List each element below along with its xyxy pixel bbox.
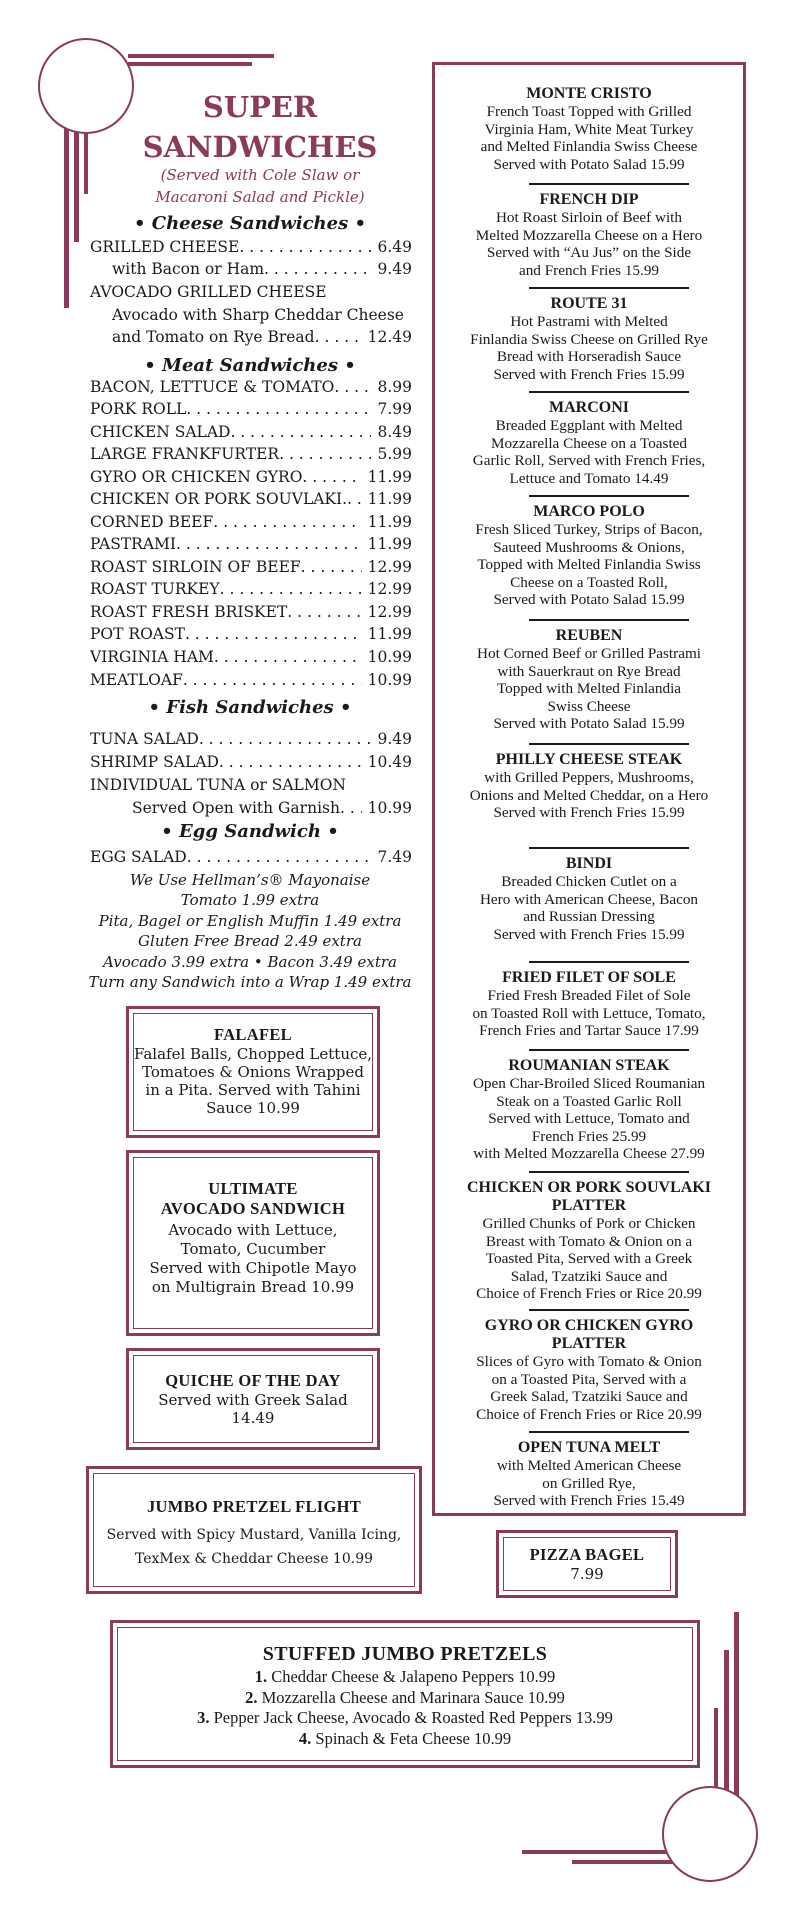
special-item bbox=[435, 1439, 743, 1510]
special-item bbox=[435, 191, 743, 279]
stuffed-item bbox=[113, 1667, 697, 1688]
item-name: Served Open with Garnish bbox=[132, 799, 340, 817]
special-title: FRIED FILET OF SOLE bbox=[502, 969, 676, 986]
special-item bbox=[435, 1179, 743, 1303]
note-line: Avocado 3.99 extra • Bacon 3.49 extra bbox=[103, 953, 397, 971]
falafel-desc: Sauce 10.99 bbox=[206, 1099, 300, 1117]
special-title: GYRO OR CHICKEN GYRO bbox=[484, 1317, 694, 1334]
special-desc: Served with Potato Salad 15.99 bbox=[493, 155, 685, 173]
pretzel-flight-title: JUMBO PRETZEL FLIGHT bbox=[146, 1497, 362, 1516]
special-desc: Served with Potato Salad 15.99 bbox=[493, 591, 685, 608]
special-title: CHICKEN OR PORK SOUVLAKI bbox=[466, 1179, 712, 1196]
pizza-bagel-price: 7.99 bbox=[570, 1565, 604, 1583]
special-title: MARCO POLO bbox=[533, 503, 645, 520]
quiche-box bbox=[126, 1348, 380, 1450]
menu-row bbox=[90, 511, 412, 533]
item-price: 11.99 bbox=[367, 535, 412, 553]
special-title: ROUMANIAN STEAK bbox=[508, 1057, 670, 1074]
special-desc: Grilled Chunks of Pork or Chicken bbox=[482, 1215, 696, 1232]
divider bbox=[529, 183, 689, 185]
special-desc: Served with “Au Jus” on the Side bbox=[486, 244, 692, 261]
special-desc: Swiss Cheese bbox=[547, 697, 631, 715]
menu-row bbox=[112, 326, 412, 348]
menu-row bbox=[112, 258, 412, 280]
item-name: INDIVIDUAL TUNA or SALMON bbox=[90, 776, 346, 794]
pretzel-flight-box bbox=[86, 1466, 422, 1594]
page-title: SUPER bbox=[202, 90, 318, 124]
special-desc: Melted Mozzarella Cheese on a Hero bbox=[475, 226, 703, 244]
menu-row bbox=[90, 623, 412, 645]
menu-row bbox=[90, 578, 412, 600]
stuffed-num: 1. bbox=[254, 1667, 268, 1686]
special-item bbox=[435, 969, 743, 1040]
item-name: TUNA SALAD bbox=[90, 730, 199, 748]
item-name: MEATLOAF bbox=[90, 671, 183, 689]
menu-row bbox=[90, 488, 412, 510]
special-item bbox=[435, 295, 743, 383]
item-price: 12.49 bbox=[367, 328, 412, 346]
special-desc: Onions and Melted Cheddar, on a Hero bbox=[469, 786, 709, 804]
special-desc: on Toasted Roll with Lettuce, Tomato, bbox=[472, 1004, 706, 1022]
page-subtitle: (Served with Cole Slaw or bbox=[160, 166, 360, 184]
quiche-title: QUICHE OF THE DAY bbox=[165, 1371, 341, 1390]
item-price: 11.99 bbox=[367, 490, 412, 508]
special-desc: Finlandia Swiss Cheese on Grilled Rye bbox=[470, 330, 708, 348]
special-desc: with Melted Mozzarella Cheese 27.99 bbox=[473, 1145, 705, 1162]
divider bbox=[529, 1309, 689, 1311]
item-price: 9.49 bbox=[377, 730, 412, 748]
item-name: CHICKEN SALAD bbox=[90, 423, 231, 441]
special-desc: Steak on a Toasted Garlic Roll bbox=[496, 1092, 682, 1110]
item-price: 12.99 bbox=[367, 580, 412, 598]
special-desc: French Fries and Tartar Sauce 17.99 bbox=[479, 1022, 699, 1039]
menu-row bbox=[90, 236, 412, 258]
special-title: MONTE CRISTO bbox=[526, 85, 652, 102]
stuffed-num: 4. bbox=[298, 1728, 312, 1748]
special-desc: Open Char-Broiled Sliced Roumanian bbox=[472, 1075, 706, 1092]
note-line: Pita, Bagel or English Muffin 1.49 extra bbox=[98, 912, 402, 930]
special-desc: Served with French Fries 15.99 bbox=[493, 804, 685, 821]
divider bbox=[529, 1171, 689, 1173]
item-price: 7.99 bbox=[377, 400, 412, 418]
special-desc: Served with Potato Salad 15.99 bbox=[493, 715, 685, 732]
menu-row bbox=[90, 398, 412, 420]
special-item bbox=[435, 399, 743, 487]
special-item bbox=[435, 751, 743, 822]
falafel-box bbox=[126, 1006, 380, 1138]
pretzel-flight-desc: TexMex & Cheddar Cheese 10.99 bbox=[134, 1551, 374, 1567]
falafel-title: FALAFEL bbox=[214, 1025, 292, 1044]
menu-row bbox=[90, 533, 412, 555]
special-title: OPEN TUNA MELT bbox=[517, 1439, 661, 1456]
ultimate-title: AVOCADO SANDWICH bbox=[160, 1199, 346, 1218]
item-name: ROAST TURKEY bbox=[90, 580, 220, 598]
menu-row bbox=[90, 669, 412, 691]
ultimate-desc: Served with Chipotle Mayo bbox=[149, 1259, 357, 1277]
special-desc: Salad, Tzatziki Sauce and bbox=[510, 1267, 668, 1285]
special-item bbox=[435, 1317, 743, 1423]
item-price: 10.99 bbox=[367, 671, 412, 689]
pretzel-flight-desc: Served with Spicy Mustard, Vanilla Icing, bbox=[106, 1527, 402, 1543]
special-item bbox=[435, 85, 743, 173]
quiche-desc: Served with Greek Salad bbox=[158, 1391, 348, 1409]
item-price: 12.99 bbox=[367, 603, 412, 621]
special-title: FRENCH DIP bbox=[539, 191, 639, 208]
special-desc: French Fries 25.99 bbox=[531, 1127, 647, 1145]
item-name: GYRO OR CHICKEN GYRO bbox=[90, 468, 303, 486]
item-price: 5.99 bbox=[377, 445, 412, 463]
menu-row bbox=[132, 797, 412, 819]
special-desc: Breaded Chicken Cutlet on a bbox=[501, 873, 677, 890]
item-price: 10.99 bbox=[367, 648, 412, 666]
stuffed-item bbox=[113, 1688, 697, 1709]
item-name: VIRGINIA HAM bbox=[90, 648, 214, 666]
ultimate-desc: on Multigrain Bread 10.99 bbox=[151, 1278, 355, 1296]
menu-row bbox=[90, 751, 412, 773]
note-line: We Use Hellman’s® Mayonaise bbox=[129, 871, 371, 889]
special-title: PLATTER bbox=[551, 1335, 627, 1352]
special-desc: Cheese on a Toasted Roll, bbox=[510, 573, 668, 591]
decor-line bbox=[128, 54, 274, 58]
special-desc: Choice of French Fries or Rice 20.99 bbox=[476, 1285, 702, 1302]
section-title-meat: • Meat Sandwiches • bbox=[144, 355, 356, 376]
special-desc: and French Fries 15.99 bbox=[518, 261, 660, 279]
stuffed-text: Spinach & Feta Cheese 10.99 bbox=[315, 1728, 512, 1748]
falafel-desc: Falafel Balls, Chopped Lettuce, bbox=[133, 1045, 373, 1063]
special-desc: Topped with Melted Finlandia bbox=[496, 680, 682, 697]
specials-panel bbox=[432, 62, 746, 1516]
special-desc: Hot Corned Beef or Grilled Pastrami bbox=[477, 645, 701, 662]
item-price: 11.99 bbox=[367, 468, 412, 486]
special-item bbox=[435, 627, 743, 733]
divider bbox=[529, 391, 689, 393]
special-desc: with Melted American Cheese bbox=[496, 1457, 682, 1474]
special-desc: Sauteed Mushrooms & Onions, bbox=[493, 538, 685, 556]
item-name: ROAST FRESH BRISKET bbox=[90, 603, 288, 621]
stuffed-text: Mozzarella Cheese and Marinara Sauce 10.99 bbox=[261, 1687, 565, 1707]
special-desc: and Melted Finlandia Swiss Cheese bbox=[480, 138, 698, 155]
menu-row bbox=[90, 443, 412, 465]
divider bbox=[529, 287, 689, 289]
pizza-bagel-title: PIZZA BAGEL bbox=[529, 1545, 645, 1564]
special-desc: French Toast Topped with Grilled bbox=[486, 103, 692, 120]
special-desc: Choice of French Fries or Rice 20.99 bbox=[476, 1405, 702, 1423]
item-name: BACON, LETTUCE & TOMATO bbox=[90, 378, 335, 396]
decor-line bbox=[734, 1612, 739, 1802]
item-name: with Bacon or Ham bbox=[112, 260, 265, 278]
falafel-desc: Tomatoes & Onions Wrapped bbox=[141, 1063, 364, 1081]
menu-row bbox=[90, 556, 412, 578]
note-line: Tomato 1.99 extra bbox=[180, 891, 320, 909]
stuffed-item bbox=[113, 1708, 697, 1729]
special-item bbox=[435, 1057, 743, 1163]
special-title: ROUTE 31 bbox=[550, 295, 628, 312]
quiche-price: 14.49 bbox=[231, 1409, 275, 1427]
special-desc: Served with French Fries 15.99 bbox=[493, 925, 685, 943]
special-title: BINDI bbox=[565, 855, 613, 872]
decor-line bbox=[714, 1708, 718, 1798]
menu-row bbox=[90, 646, 412, 668]
special-desc: Slices of Gyro with Tomato & Onion bbox=[476, 1353, 702, 1370]
special-desc: Bread with Horseradish Sauce bbox=[496, 348, 682, 365]
item-price: 11.99 bbox=[367, 513, 412, 531]
item-price: 10.49 bbox=[367, 753, 412, 771]
ultimate-desc: Avocado with Lettuce, bbox=[168, 1221, 338, 1239]
special-title: MARCONI bbox=[549, 399, 629, 416]
special-desc: Fresh Sliced Turkey, Strips of Bacon, bbox=[475, 521, 703, 538]
special-desc: Served with Lettuce, Tomato and bbox=[488, 1110, 690, 1127]
stuffed-text: Pepper Jack Cheese, Avocado & Roasted Red Peppers 13.99 bbox=[213, 1708, 613, 1727]
special-desc: Toasted Pita, Served with a Greek bbox=[485, 1250, 693, 1267]
special-desc: Fried Fresh Breaded Filet of Sole bbox=[487, 987, 691, 1004]
special-item bbox=[435, 503, 743, 609]
item-name: PASTRAMI bbox=[90, 535, 177, 553]
special-desc: Greek Salad, Tzatziki Sauce and bbox=[490, 1388, 688, 1405]
item-price: 6.49 bbox=[377, 238, 412, 256]
special-desc: with Sauerkraut on Rye Bread bbox=[497, 662, 681, 680]
special-desc: Breast with Tomato & Onion on a bbox=[485, 1232, 693, 1250]
divider bbox=[529, 961, 689, 963]
item-name: POT ROAST bbox=[90, 625, 185, 643]
ultimate-avocado-box bbox=[126, 1150, 380, 1336]
item-price: 7.49 bbox=[377, 848, 412, 866]
stuffed-text: Cheddar Cheese & Jalapeno Peppers 10.99 bbox=[271, 1667, 556, 1686]
special-desc: Virginia Ham, White Meat Turkey bbox=[484, 120, 694, 138]
special-item bbox=[435, 855, 743, 943]
special-desc: Breaded Eggplant with Melted bbox=[495, 417, 683, 434]
item-name: SHRIMP SALAD bbox=[90, 753, 219, 771]
item-name: CORNED BEEF bbox=[90, 513, 214, 531]
menu-row bbox=[90, 421, 412, 443]
item-price: 9.49 bbox=[377, 260, 412, 278]
section-title-fish: • Fish Sandwiches • bbox=[148, 697, 352, 718]
menu-row bbox=[90, 846, 412, 868]
special-desc: on a Toasted Pita, Served with a bbox=[491, 1370, 687, 1388]
special-desc: Served with French Fries 15.49 bbox=[493, 1492, 685, 1509]
page-title: SANDWICHES bbox=[142, 130, 378, 164]
item-name: AVOCADO GRILLED CHEESE bbox=[90, 283, 327, 301]
menu-row bbox=[90, 466, 412, 488]
ultimate-desc: Tomato, Cucumber bbox=[180, 1240, 326, 1258]
divider bbox=[529, 847, 689, 849]
item-description: Avocado with Sharp Cheddar Cheese bbox=[112, 306, 404, 324]
ultimate-title: ULTIMATE bbox=[208, 1179, 298, 1198]
special-title: PLATTER bbox=[551, 1197, 627, 1214]
divider bbox=[529, 1431, 689, 1433]
special-desc: Hot Pastrami with Melted bbox=[510, 313, 668, 330]
note-line: Turn any Sandwich into a Wrap 1.49 extra bbox=[88, 973, 412, 991]
special-desc: on Grilled Rye, bbox=[542, 1474, 636, 1492]
item-name: PORK ROLL bbox=[90, 400, 187, 418]
item-price: 10.99 bbox=[367, 799, 412, 817]
menu-row bbox=[90, 728, 412, 750]
divider bbox=[529, 743, 689, 745]
item-name: and Tomato on Rye Bread bbox=[112, 328, 315, 346]
divider bbox=[529, 1049, 689, 1051]
special-desc: Hot Roast Sirloin of Beef with bbox=[495, 209, 683, 226]
special-desc: Served with French Fries 15.99 bbox=[493, 365, 685, 383]
menu-row bbox=[90, 601, 412, 623]
special-title: REUBEN bbox=[555, 627, 623, 644]
section-title-egg: • Egg Sandwich • bbox=[161, 821, 339, 842]
section-title-cheese: • Cheese Sandwiches • bbox=[133, 213, 366, 234]
item-name: EGG SALAD bbox=[90, 848, 187, 866]
item-price: 8.99 bbox=[377, 378, 412, 396]
special-title: PHILLY CHEESE STEAK bbox=[495, 751, 683, 768]
special-desc: and Russian Dressing bbox=[523, 908, 655, 925]
item-name: LARGE FRANKFURTER bbox=[90, 445, 280, 463]
decor-circle bbox=[662, 1786, 758, 1882]
item-name: CHICKEN OR PORK SOUVLAKI. bbox=[90, 490, 348, 508]
divider bbox=[529, 495, 689, 497]
note-line: Gluten Free Bread 2.49 extra bbox=[138, 932, 362, 950]
item-price: 11.99 bbox=[367, 625, 412, 643]
special-desc: Garlic Roll, Served with French Fries, bbox=[472, 452, 706, 469]
menu-row bbox=[90, 376, 412, 398]
item-price: 12.99 bbox=[367, 558, 412, 576]
stuffed-num: 2. bbox=[245, 1687, 258, 1707]
stuffed-num: 3. bbox=[197, 1708, 210, 1727]
item-name: GRILLED CHEESE bbox=[90, 238, 240, 256]
special-desc: Topped with Melted Finlandia Swiss bbox=[477, 556, 701, 573]
special-desc: Mozzarella Cheese on a Toasted bbox=[490, 434, 687, 452]
special-desc: Lettuce and Tomato 14.49 bbox=[509, 469, 669, 487]
item-name: ROAST SIRLOIN OF BEEF bbox=[90, 558, 301, 576]
stuffed-title: STUFFED JUMBO PRETZELS bbox=[262, 1643, 548, 1665]
divider bbox=[529, 619, 689, 621]
stuffed-item bbox=[113, 1729, 697, 1750]
special-desc: Hero with American Cheese, Bacon bbox=[479, 890, 699, 908]
decor-line bbox=[522, 1850, 678, 1854]
decor-line bbox=[724, 1650, 729, 1802]
item-price: 8.49 bbox=[377, 423, 412, 441]
stuffed-pretzels-box bbox=[110, 1620, 700, 1768]
special-desc: with Grilled Peppers, Mushrooms, bbox=[484, 769, 694, 786]
page-subtitle: Macaroni Salad and Pickle) bbox=[155, 188, 365, 206]
decor-line bbox=[128, 62, 252, 66]
falafel-desc: in a Pita. Served with Tahini bbox=[145, 1081, 361, 1099]
pizza-bagel-box bbox=[496, 1530, 678, 1598]
decor-line bbox=[572, 1860, 678, 1864]
